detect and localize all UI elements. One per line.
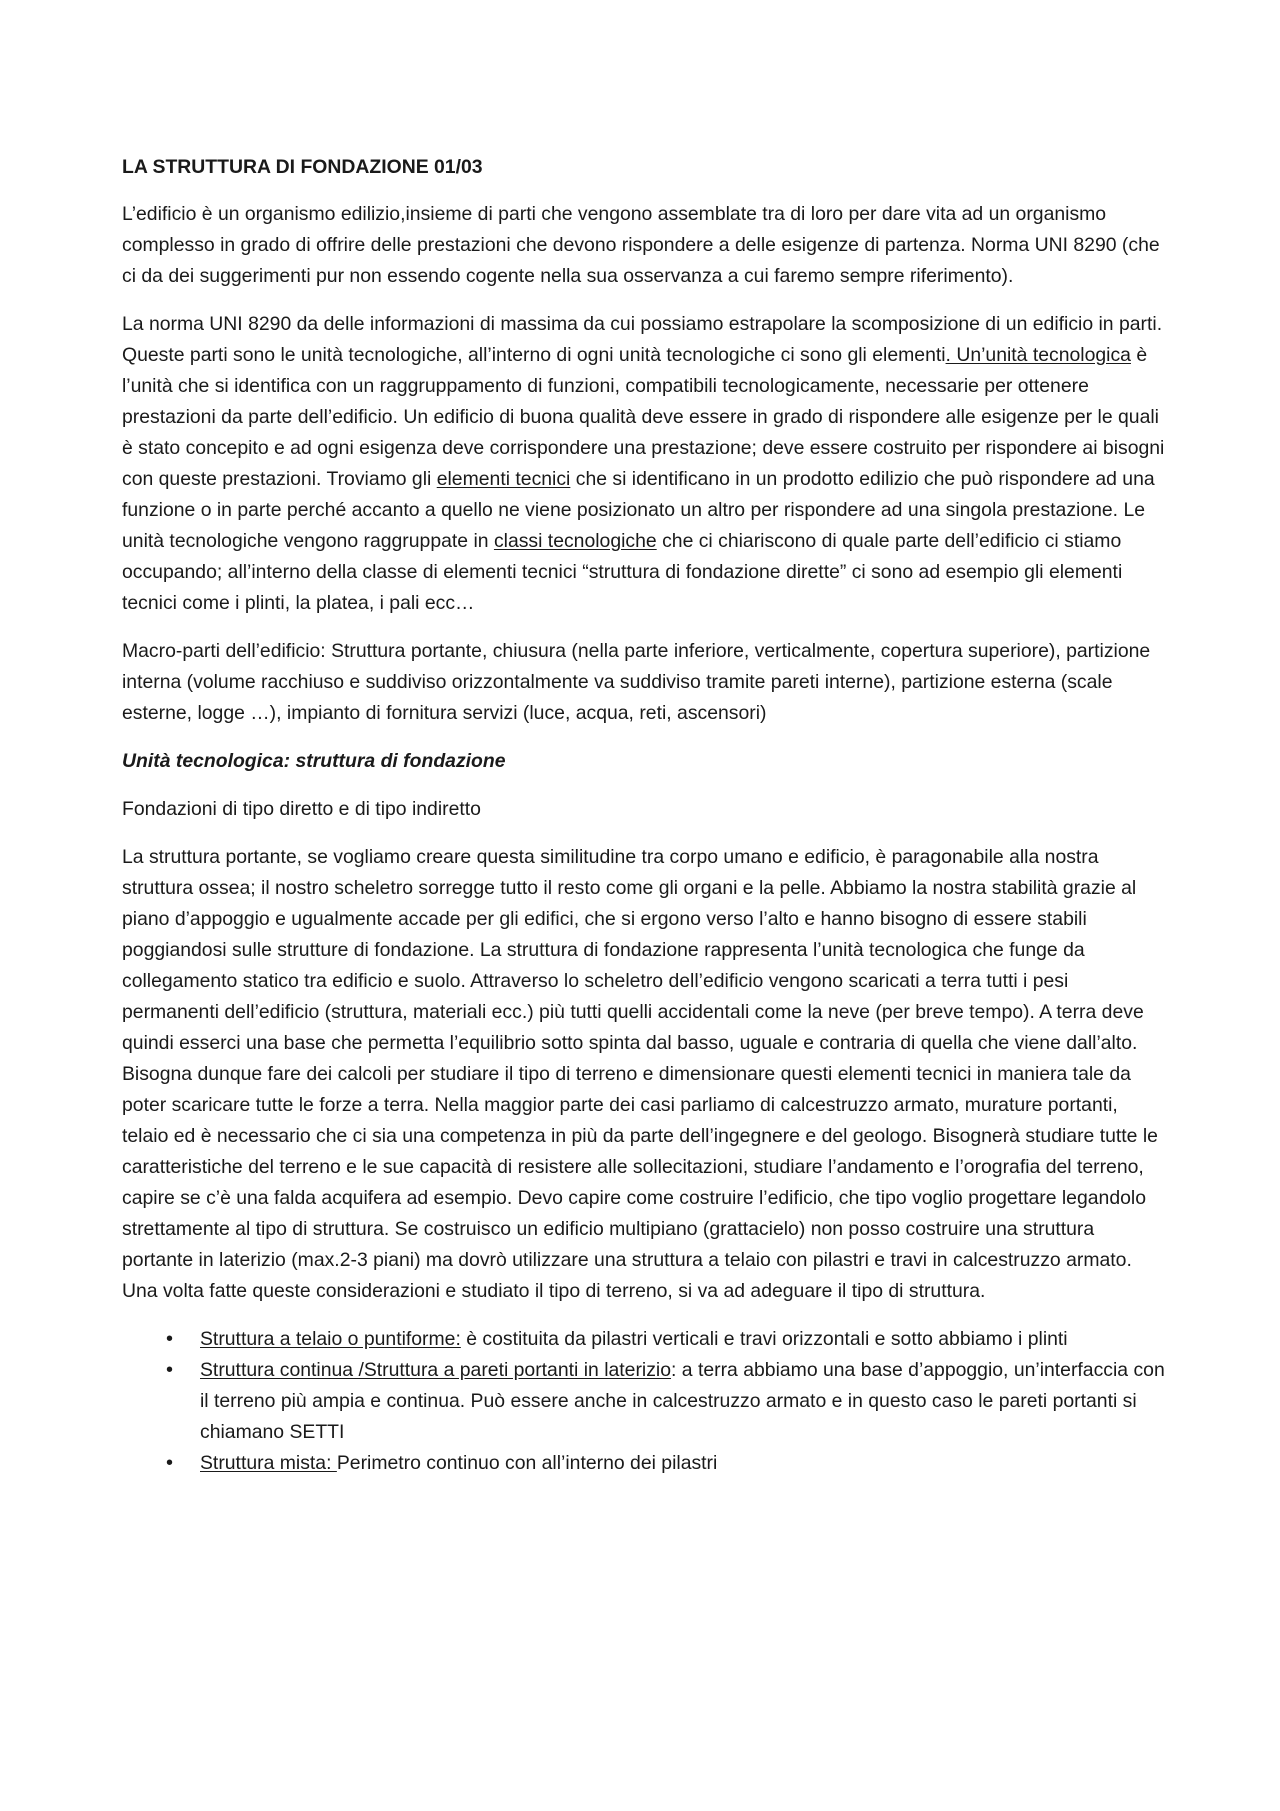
macro-parti-paragraph: Macro-parti dell’edificio: Struttura portante, chiusura (nella parte inferiore, verticalmente, copertura superiore), partizione interna (volume racchiuso e suddiviso orizzontalmente va suddiviso tramite pareti interne), partizione esterna (scale esterne, logge …), impianto di fornitura servizi (luce, acqua, reti, ascensori) [122,640,1151,724]
struttura-portante-paragraph: La struttura portante, se vogliamo creare questa similitudine tra corpo umano e edificio, è paragonabile alla nostra struttura ossea; il nostro scheletro sorregge tutto il resto come gli organi e la pelle. Abbiamo la nostra stabilità grazie al piano d’appoggio e ugualmente accade per gli edifici, che si ergono verso l’alto e hanno bisogno di essere stabili poggiandosi sulle strutture di fondazione. La struttura di fondazione rappresenta l’unità tecnologica che funge da collegamento statico tra edificio e suolo. Attraverso lo scheletro dell’edificio vengono scaricati a terra tutti i pesi permanenti dell’edificio (struttura, materiali ecc.) più tutti quelli accidentali come la neve (per breve tempo). A terra deve quindi esserci una base che permetta l’equilibrio sotto spinta dal basso, uguale e contraria di quella che viene dall’alto. Bisogna dunque fare dei calcoli per studiare il tipo di terreno e dimensionare questi elementi tecnici in maniera tale da poter scaricare tutte le forze a terra. Nella maggior parte dei casi parliamo di calcestruzzo armato, murature portanti, telaio ed è necessario che ci sia una competenza in più da parte dell’ingegnere e del geologo. Bisognerà studiare tutte le caratteristiche del terreno e le sue capacità di resistere alle sollecitazioni, studiare l’andamento e l’orografia del terreno, capire se c’è una falda acquifera ad esempio. Devo capire come costruire l’edificio, che tipo voglio progettare legandolo strettamente al tipo di struttura. Se costruisco un edificio multipiano (grattacielo) non posso costruire una struttura portante in laterizio (max.2-3 piani) ma dovrò utilizzare una struttura a telaio con pilastri e travi in calcestruzzo armato. Una volta fatte queste considerazioni e studiato il tipo di terreno, si va ad adeguare il tipo di struttura. [122,846,1158,1302]
underlined-term-elementi-tecnici: elementi tecnici [436,468,571,490]
list-item-label: Struttura continua /Struttura a pareti portanti in laterizio [200,1359,672,1381]
list-item-label: Struttura mista: [200,1452,337,1474]
underlined-term-classi-tecnologiche: classi tecnologiche [493,530,657,552]
document-title: LA STRUTTURA DI FONDAZIONE 01/03 [122,156,483,178]
list-item [122,1324,1167,1355]
list-item-text: è costituita da pilastri verticali e travi orizzontali e sotto abbiamo i plinti [460,1328,1068,1350]
underlined-term-unita-tecnologica: . Un’unità tecnologica [945,344,1131,366]
text-run: che si identificano in un prodotto edilizio che può rispondere ad una funzione o in parte perché accanto a quello ne viene posizionato un altro per rispondere ad una singola prestazione. Le unità tecnologiche vengono raggruppate in [122,468,1155,552]
bullet-icon: • [166,1452,174,1474]
list-item-text: Perimetro continuo con all’interno dei pilastri [336,1452,718,1474]
bullet-icon: • [166,1359,174,1381]
document-page [122,152,1167,1479]
list-item-label: Struttura a telaio o puntiforme: [200,1328,461,1350]
text-run: che ci chiariscono di quale parte dell’edificio ci stiamo occupando; all’interno della classe di elementi tecnici “struttura di fondazione dirette” ci sono ad esempio gli elementi tecnici come i plinti, la platea, i pali ecc… [122,530,1123,614]
text-run: è l’unità che si identifica con un raggruppamento di funzioni, compatibili tecnologicamente, necessarie per ottenere prestazioni da parte dell’edificio. Un edificio di buona qualità deve essere in grado di rispondere alle esigenze per le quali è stato concepito e ad ogni esigenza deve corrispondere una prestazione; deve essere costruito per rispondere ai bisogni con queste prestazioni. Troviamo gli [122,344,1165,490]
fondazioni-paragraph: Fondazioni di tipo diretto e di tipo indiretto [122,798,481,820]
list-item [122,1355,1167,1448]
list-item-text: : a terra abbiamo una base d’appoggio, un’interfaccia con il terreno più ampia e continua. Può essere anche in calcestruzzo armato e in questo caso le pareti portanti si chiamano SETTI [200,1359,1165,1443]
intro-paragraph: L’edificio è un organismo edilizio,insieme di parti che vengono assemblate tra di loro per dare vita ad un organismo complesso in grado di offrire delle prestazioni che devono rispondere a delle esigenze di partenza. Norma UNI 8290 (che ci da dei suggerimenti pur non essendo cogente nella sua osservanza a cui faremo sempre riferimento). [122,203,1160,287]
list-item [122,1448,1167,1479]
structure-types-list [122,1324,1167,1479]
section-subtitle: Unità tecnologica: struttura di fondazione [122,750,506,772]
uni-8290-paragraph [122,309,1167,619]
text-run: La norma UNI 8290 da delle informazioni di massima da cui possiamo estrapolare la scomposizione di un edificio in parti. Queste parti sono le unità tecnologiche, all’interno di ogni unità tecnologiche ci sono gli elementi [122,313,1163,366]
bullet-icon: • [166,1328,174,1350]
